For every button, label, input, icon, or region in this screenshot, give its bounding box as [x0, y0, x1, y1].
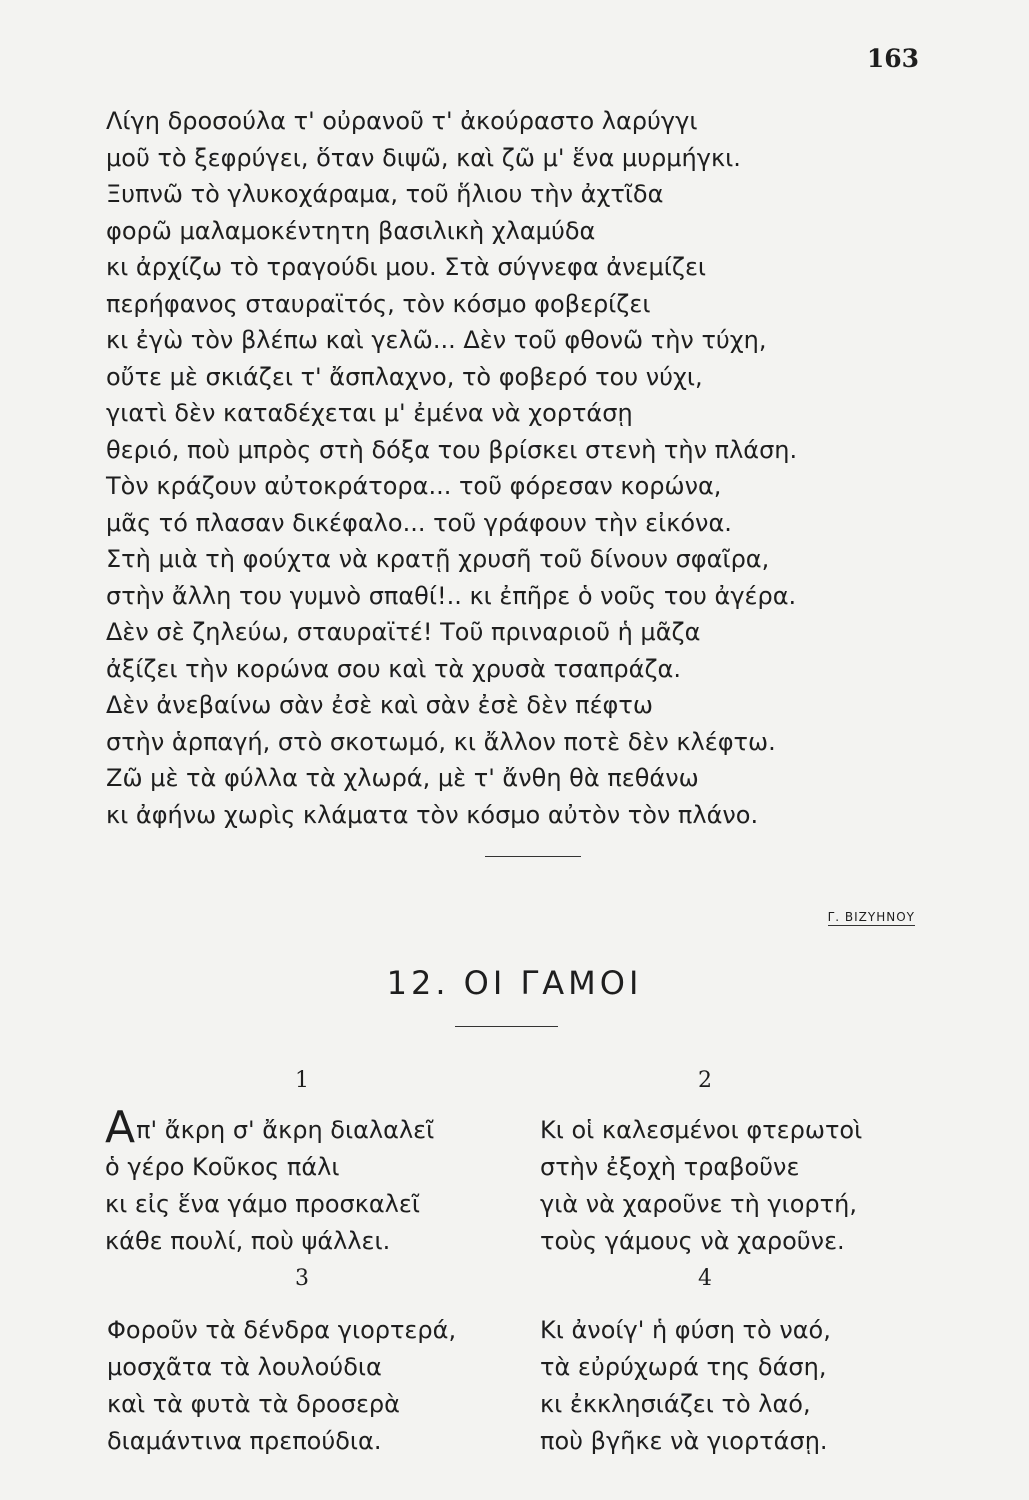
stanza-line: ποὺ βγῆκε νὰ γιορτάσῃ.	[540, 1427, 828, 1455]
poem-line: Λίγη δροσούλα τ' οὐρανοῦ τ' ἀκούραστο λαρύγγι	[106, 107, 698, 135]
poem-end-divider	[485, 856, 581, 857]
title-divider	[455, 1026, 558, 1027]
poem-line: φορῶ μαλαμοκέντητη βασιλικὴ χλαμύδα	[106, 216, 596, 245]
stanza-number: 4	[698, 1266, 712, 1291]
stanza-line: διαμάντινα πρεπούδια.	[107, 1427, 382, 1455]
stanza-line: μοσχᾶτα τὰ λουλούδια	[107, 1353, 382, 1381]
poem-line: Δὲν σὲ ζηλεύω, σταυραϊτέ! Τοῦ πριναριοῦ ἡ μᾶζα	[106, 618, 701, 646]
stanza-line: τὰ εὐρύχωρά της δάση,	[540, 1353, 827, 1381]
stanza-3	[107, 1266, 457, 1460]
stanza-line: Φοροῦν τὰ δένδρα γιορτερά,	[107, 1316, 457, 1344]
poem-line: περήφανος σταυραϊτός, τὸν κόσμο φοβερίζει	[106, 289, 651, 318]
poem-line: Ζῶ μὲ τὰ φύλλα τὰ χλωρά, μὲ τ' ἄνθη θὰ πεθάνω	[106, 764, 699, 792]
poem-author: Γ. ΒΙΖΥΗΝΟΥ	[827, 910, 915, 924]
poem-line: κι ἀφήνω χωρὶς κλάματα τὸν κόσμο αὐτὸν τὸν πλάνο.	[106, 800, 759, 829]
stanza-line: Κι οἱ καλεσμένοι φτερωτοὶ	[540, 1116, 863, 1144]
stanza-4	[540, 1266, 831, 1460]
stanza-line: κι ἐκκλησιάζει τὸ λαό,	[540, 1390, 811, 1418]
poem-line: κι ἀρχίζω τὸ τραγούδι μου. Στὰ σύγνεφα ἀνεμίζει	[106, 253, 707, 281]
stanza-line: Κι ἀνοίγ' ἡ φύση τὸ ναό,	[540, 1316, 831, 1344]
poem-line: μοῦ τὸ ξεφρύγει, ὅταν διψῶ, καὶ ζῶ μ' ἕνα μυρμήγκι.	[106, 143, 741, 172]
drop-cap: Α	[105, 1102, 136, 1153]
poem-line: μᾶς τό πλασαν δικέφαλο... τοῦ γράφουν τὴν εἰκόνα.	[106, 508, 732, 537]
section-title: 12. ΟΙ ΓΑΜΟΙ	[386, 964, 643, 1002]
stanza-line	[105, 1102, 435, 1153]
stanza-line: γιὰ νὰ χαροῦνε τὴ γιορτή,	[540, 1190, 857, 1218]
poem-line: Τὸν κράζουν αὐτοκράτορα... τοῦ φόρεσαν κορώνα,	[106, 472, 722, 500]
stanza-line: καὶ τὰ φυτὰ τὰ δροσερὰ	[107, 1390, 400, 1418]
stanza-line: ὁ γέρο Κοῦκος πάλι	[105, 1153, 340, 1181]
poem-line: Ξυπνῶ τὸ γλυκοχάραμα, τοῦ ἥλιου τὴν ἀχτῖδα	[106, 180, 664, 208]
poem-line: κι ἐγὼ τὸν βλέπω καὶ γελῶ... Δὲν τοῦ φθονῶ τὴν τύχη,	[106, 326, 767, 354]
poem-line: στὴν ἄλλη του γυμνὸ σπαθί!.. κι ἐπῆρε ὁ νοῦς του ἀγέρα.	[106, 581, 797, 610]
stanza-number: 1	[295, 1068, 309, 1093]
poem-line: θεριό, ποὺ μπρὸς στὴ δόξα του βρίσκει στενὴ τὴν πλάση.	[106, 435, 798, 464]
stanza-line-text: π' ἄκρη σ' ἄκρη διαλαλεῖ	[136, 1116, 435, 1144]
stanza-line: στὴν ἐξοχὴ τραβοῦνε	[540, 1153, 800, 1181]
stanza-number: 2	[698, 1068, 712, 1093]
poem-line: Δὲν ἀνεβαίνω σὰν ἐσὲ καὶ σὰν ἐσὲ δὲν πέφτω	[106, 691, 653, 719]
poem-line: γιατὶ δὲν καταδέχεται μ' ἐμένα νὰ χορτάσῃ	[106, 399, 633, 427]
poem-line: στὴν ἁρπαγή, στὸ σκοτωμό, κι ἄλλον ποτὲ δὲν κλέφτω.	[106, 727, 776, 756]
stanza-line: τοὺς γάμους νὰ χαροῦνε.	[540, 1227, 845, 1255]
stanza-line: κι εἰς ἕνα γάμο προσκαλεῖ	[105, 1190, 420, 1218]
poem-text	[106, 103, 946, 833]
stanza-1	[105, 1068, 435, 1260]
page-number: 163	[866, 44, 919, 73]
stanza-2	[540, 1068, 863, 1260]
stanza-number: 3	[295, 1266, 309, 1291]
poem-line: ἀξίζει τὴν κορώνα σου καὶ τὰ χρυσὰ τσαπράζα.	[106, 654, 681, 683]
poem-line: οὔτε μὲ σκιάζει τ' ἄσπλαχνο, τὸ φοβερό του νύχι,	[106, 362, 703, 391]
stanza-line: κάθε πουλί, ποὺ ψάλλει.	[105, 1227, 391, 1255]
poem-line: Στὴ μιὰ τὴ φούχτα νὰ κρατῇ χρυσῆ τοῦ δίνουν σφαῖρα,	[106, 545, 770, 573]
